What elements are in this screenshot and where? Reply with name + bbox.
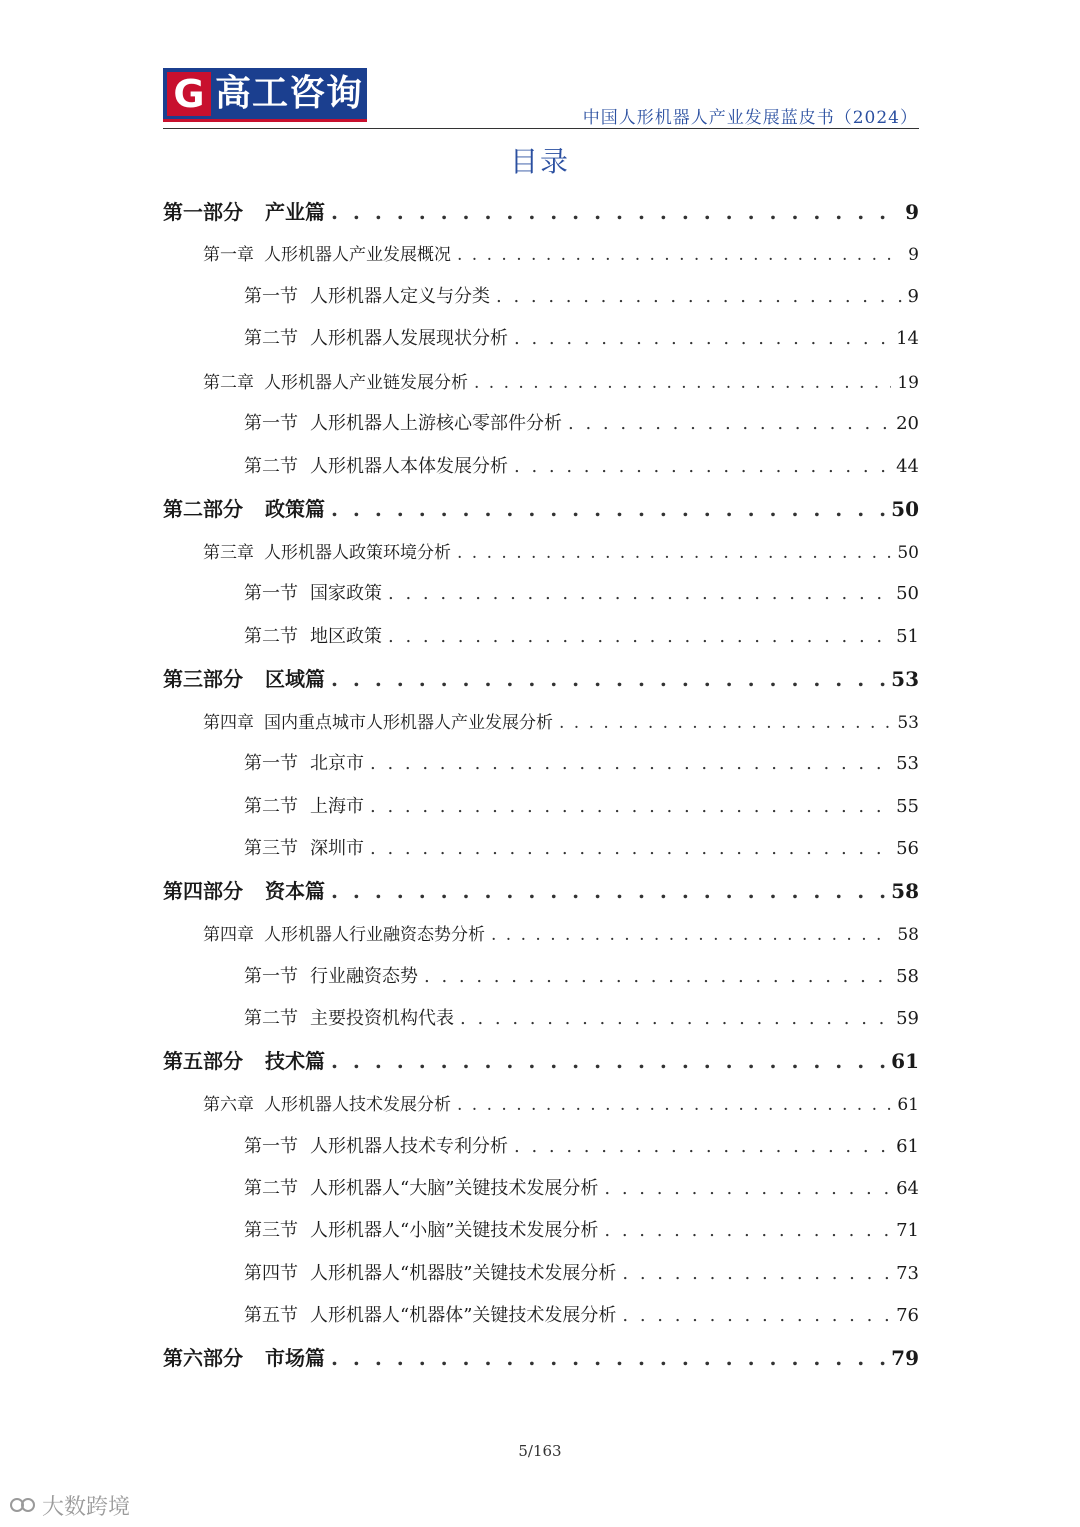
page-number: 5/163	[518, 1442, 562, 1460]
toc-entry-page: 76	[896, 1305, 919, 1326]
toc-entry-number: 第二节	[244, 1178, 298, 1199]
toc-entry-number: 第一节	[244, 413, 298, 434]
toc-entry-chapter[interactable]	[203, 240, 919, 265]
toc-entry-title: 技术篇	[265, 1049, 325, 1073]
dot-leader	[331, 879, 885, 903]
watermark	[10, 1490, 130, 1521]
toc-entry-title: 上海市	[310, 796, 364, 817]
toc-entry-section[interactable]	[244, 1132, 919, 1158]
dot-leader	[496, 286, 902, 307]
header-divider	[163, 128, 919, 129]
toc-entry-page: 61	[891, 1049, 919, 1073]
toc-entry-number: 第二章	[203, 373, 254, 393]
dot-leader	[457, 245, 902, 265]
dot-leader	[388, 583, 890, 604]
toc-entry-number: 第一节	[244, 753, 298, 774]
dot-leader	[370, 753, 890, 774]
toc-entry-number: 第六章	[203, 1095, 254, 1115]
toc-entry-number: 第三节	[244, 838, 298, 859]
toc-entry-page: 58	[897, 925, 919, 945]
toc-entry-title: 人形机器人政策环境分析	[264, 543, 451, 563]
toc-entry-title: 人形机器人行业融资态势分析	[264, 925, 485, 945]
toc-entry-section[interactable]	[244, 1174, 919, 1200]
dot-leader	[622, 1263, 890, 1284]
toc-heading: 目录	[509, 145, 570, 178]
toc-entry-title: 人形机器人技术发展分析	[264, 1095, 451, 1115]
toc-entry-number: 第四部分	[163, 879, 243, 903]
toc-entry-part[interactable]	[163, 663, 919, 692]
toc-entry-number: 第五节	[244, 1305, 298, 1326]
toc-entry-section[interactable]	[244, 1004, 919, 1030]
dot-leader	[559, 713, 891, 733]
toc-entry-section[interactable]	[244, 962, 919, 988]
toc-entry-number: 第二节	[244, 456, 298, 477]
toc-entry-number: 第二节	[244, 328, 298, 349]
dot-leader	[331, 497, 885, 521]
toc-entry-section[interactable]	[244, 409, 919, 435]
dot-leader	[331, 1049, 885, 1073]
toc-entry-chapter[interactable]	[203, 1090, 919, 1115]
toc-entry-title: 国家政策	[310, 583, 382, 604]
toc-entry-page: 50	[896, 583, 919, 604]
toc-entry-number: 第一节	[244, 286, 298, 307]
toc-entry-title: 人形机器人技术专利分析	[310, 1136, 508, 1157]
toc-entry-page: 53	[896, 753, 919, 774]
toc-entry-section[interactable]	[244, 1216, 919, 1242]
toc-entry-number: 第六部分	[163, 1346, 243, 1370]
toc-entry-section[interactable]	[244, 749, 919, 775]
toc-entry-title: 人形机器人发展现状分析	[310, 328, 508, 349]
toc-entry-page: 9	[905, 200, 919, 224]
company-logo	[163, 68, 367, 122]
toc-entry-page: 61	[897, 1095, 919, 1115]
toc-entry-title: 人形机器人“大脑”关键技术发展分析	[310, 1178, 599, 1199]
toc-entry-part[interactable]	[163, 1045, 919, 1074]
toc-entry-number: 第一章	[203, 245, 254, 265]
toc-entry-section[interactable]	[244, 1301, 919, 1327]
toc-entry-page: 53	[897, 713, 919, 733]
toc-entry-title: 人形机器人“机器体”关键技术发展分析	[310, 1305, 617, 1326]
toc-entry-title: 北京市	[310, 753, 364, 774]
dot-leader	[457, 543, 891, 563]
toc-entry-chapter[interactable]	[203, 920, 919, 945]
toc-entry-title: 主要投资机构代表	[310, 1008, 454, 1029]
toc-entry-title: 区域篇	[265, 667, 325, 691]
toc-entry-number: 第三部分	[163, 667, 243, 691]
dot-leader	[424, 966, 890, 987]
watermark-logo-icon	[10, 1495, 38, 1517]
toc-entry-number: 第四章	[203, 925, 254, 945]
dot-leader	[514, 1136, 890, 1157]
dot-leader	[460, 1008, 890, 1029]
toc-entry-number: 第四节	[244, 1263, 298, 1284]
toc-entry-page: 56	[896, 838, 919, 859]
dot-leader	[474, 373, 891, 393]
toc-entry-title: 人形机器人产业链发展分析	[264, 373, 468, 393]
toc-entry-page: 14	[896, 328, 919, 349]
toc-entry-page: 58	[896, 966, 919, 987]
toc-entry-section[interactable]	[244, 324, 919, 350]
toc-entry-title: 人形机器人“小脑”关键技术发展分析	[310, 1220, 599, 1241]
dot-leader	[622, 1305, 890, 1326]
dot-leader	[604, 1178, 890, 1199]
toc-entry-page: 19	[897, 373, 919, 393]
toc-entry-page: 61	[896, 1136, 919, 1157]
toc-entry-page: 50	[897, 543, 919, 563]
toc-entry-page: 79	[891, 1346, 919, 1370]
toc-entry-section[interactable]	[244, 579, 919, 605]
dot-leader	[491, 925, 891, 945]
toc-entry-page: 58	[891, 879, 919, 903]
toc-entry-title: 地区政策	[310, 626, 382, 647]
toc-entry-section[interactable]	[244, 1259, 919, 1285]
toc-entry-title: 人形机器人产业发展概况	[264, 245, 451, 265]
toc-entry-section[interactable]	[244, 622, 919, 648]
toc-entry-chapter[interactable]	[203, 538, 919, 563]
toc-entry-title: 行业融资态势	[310, 966, 418, 987]
toc-entry-number: 第一节	[244, 1136, 298, 1157]
toc-entry-number: 第三节	[244, 1220, 298, 1241]
toc-entry-title: 国内重点城市人形机器人产业发展分析	[264, 713, 553, 733]
toc-entry-section[interactable]	[244, 452, 919, 478]
dot-leader	[568, 413, 890, 434]
toc-entry-title: 人形机器人上游核心零部件分析	[310, 413, 562, 434]
toc-entry-page: 73	[896, 1263, 919, 1284]
toc-entry-number: 第二节	[244, 1008, 298, 1029]
toc-entry-title: 市场篇	[265, 1346, 325, 1370]
toc-entry-title: 人形机器人“机器肢”关键技术发展分析	[310, 1263, 617, 1284]
toc-entry-number: 第一节	[244, 583, 298, 604]
toc-entry-page: 9	[907, 286, 919, 307]
toc-entry-title: 资本篇	[265, 879, 325, 903]
toc-entry-page: 55	[896, 796, 919, 817]
toc-entry-section[interactable]	[244, 282, 919, 308]
toc-entry-number: 第四章	[203, 713, 254, 733]
toc-entry-page: 9	[908, 245, 919, 265]
toc-entry-page: 53	[891, 667, 919, 691]
toc-entry-page: 20	[896, 413, 919, 434]
toc-entry-number: 第一部分	[163, 200, 243, 224]
logo-mark: G	[167, 72, 211, 116]
dot-leader	[370, 796, 890, 817]
dot-leader	[514, 328, 890, 349]
toc-entry-page: 51	[896, 626, 919, 647]
toc-entry-title: 政策篇	[265, 497, 325, 521]
dot-leader	[331, 1346, 885, 1370]
toc-entry-number: 第三章	[203, 543, 254, 563]
watermark-text: 大数跨境	[42, 1495, 131, 1520]
dot-leader	[370, 838, 890, 859]
toc-entry-section[interactable]	[244, 792, 919, 818]
toc-entry-title: 深圳市	[310, 838, 364, 859]
toc-entry-number: 第二节	[244, 796, 298, 817]
dot-leader	[388, 626, 890, 647]
toc-entry-number: 第二部分	[163, 497, 243, 521]
dot-leader	[331, 667, 885, 691]
toc-entry-chapter[interactable]	[203, 368, 919, 393]
toc-entry-part[interactable]	[163, 1342, 919, 1371]
toc-entry-number: 第一节	[244, 966, 298, 987]
dot-leader	[604, 1220, 890, 1241]
dot-leader	[457, 1095, 891, 1115]
toc-entry-part[interactable]	[163, 493, 919, 522]
toc-entry-part[interactable]	[163, 196, 919, 225]
logo-text: 高工咨询	[215, 72, 364, 114]
toc-entry-part[interactable]	[163, 875, 919, 904]
toc-entry-page: 71	[896, 1220, 919, 1241]
toc-entry-number: 第二节	[244, 626, 298, 647]
dot-leader	[331, 200, 899, 224]
toc-entry-section[interactable]	[244, 834, 919, 860]
toc-entry-page: 59	[896, 1008, 919, 1029]
report-title: 中国人形机器人产业发展蓝皮书（2024）	[582, 108, 918, 128]
toc-entry-title: 人形机器人本体发展分析	[310, 456, 508, 477]
toc-entry-title: 产业篇	[265, 200, 325, 224]
toc-entry-page: 44	[896, 456, 919, 477]
toc-entry-title: 人形机器人定义与分类	[310, 286, 490, 307]
toc-entry-page: 64	[896, 1178, 919, 1199]
toc-entry-number: 第五部分	[163, 1049, 243, 1073]
toc-entry-page: 50	[891, 497, 919, 521]
dot-leader	[514, 456, 890, 477]
toc-entry-chapter[interactable]	[203, 708, 919, 733]
